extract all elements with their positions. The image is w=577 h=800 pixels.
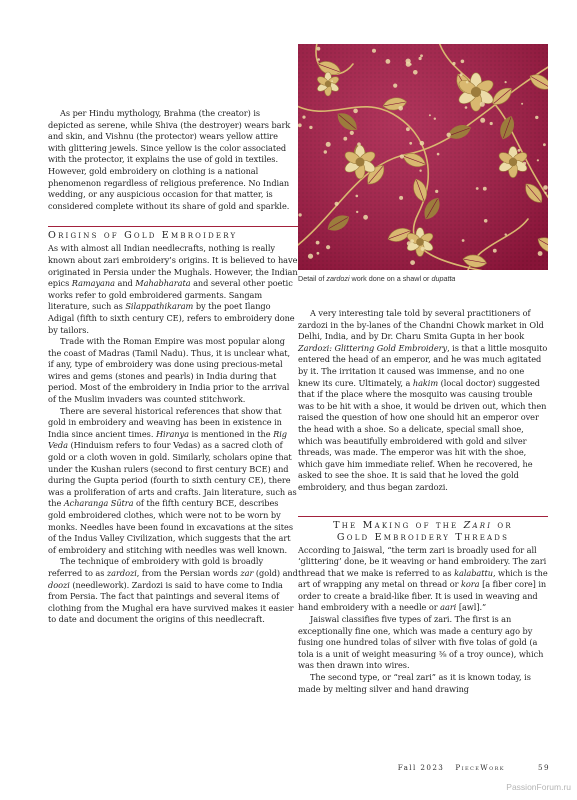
sequin-dot bbox=[523, 162, 526, 165]
sequin-dot bbox=[544, 192, 546, 194]
sequin-dot bbox=[434, 118, 436, 120]
sequin-dot bbox=[331, 80, 333, 82]
sequin-dot bbox=[447, 133, 451, 137]
sequin-dot bbox=[398, 106, 403, 111]
sequin-dot bbox=[335, 202, 339, 206]
sequin-dot bbox=[309, 126, 312, 129]
sequin-dot bbox=[324, 150, 327, 153]
sequin-dot bbox=[537, 159, 539, 161]
section-heading-making-line-1: The Making of the Zari or bbox=[333, 519, 513, 531]
watermark: PassionForum.ru bbox=[506, 782, 571, 792]
making-paragraph-2: Jaiswal classifies five types of zari. The first is an exceptionally fine one, which was made a century ago by fusing one hundred tolas of silver with five tolas of gold (a tola is a unit of weight measuring ⅜ of a troy ounce), which was then drawn into wires. bbox=[298, 614, 544, 671]
sequin-dot bbox=[480, 118, 485, 123]
sequin-dot bbox=[521, 103, 523, 105]
sequin-dot bbox=[452, 62, 455, 65]
sequin-dot bbox=[393, 84, 397, 88]
sequin-dot bbox=[326, 245, 330, 249]
photo-caption: Detail of zardozi work done on a shawl or dupatta bbox=[298, 274, 456, 283]
origins-paragraph-4: The technique of embroidery with gold is broadly referred to as zardozi, from the Persian words zar (gold) and doozi (needlework). Zardozi is said to have come to India from Persia. The fact that paintings and several items of clothing from the Mughal era have survived makes it easier to date and document the origins of this needlecraft. bbox=[48, 556, 298, 625]
sequin-dot bbox=[317, 47, 321, 51]
sequin-dot bbox=[298, 213, 301, 216]
section-heading-making bbox=[298, 516, 548, 544]
sequin-dot bbox=[476, 187, 479, 190]
tale-paragraph: A very interesting tale told by several practitioners of zardozi in the by-lanes of the Chandni Chowk market in Old Delhi, India, and by Dr. Charu Smita Gupta in her book Zardozi: Glittering Gold Embroidery, is that a little mosquito entered the head of an emperor, and he was much agitated by it. The irritation it caused was immense, and no one knew its cure. Ultimately, a hakim (local doctor) suggested that if the place where the mosquito was causing trouble was to be hit with a shoe, it would be driven out, which then raised the question of how one should hit an emperor over the head with a shoe. So a delicate, special small shoe, which was beautifully embroidered with gold and silver threads, was made. The emperor was hit with the shoe, which gave him immediate relief. When he recovered, he asked to see the shoe. It is said that he loved the gold embroidery, and thus began zardozi. bbox=[298, 308, 548, 492]
sequin-dot bbox=[419, 170, 421, 172]
sequin-dot bbox=[480, 102, 485, 107]
sequin-dot bbox=[317, 252, 320, 255]
sequin-dot bbox=[372, 49, 376, 53]
sequin-dot bbox=[483, 187, 487, 191]
page-number: 59 bbox=[538, 763, 550, 772]
sequin-dot bbox=[353, 109, 358, 114]
sequin-dot bbox=[543, 185, 548, 190]
sequin-dot bbox=[493, 249, 497, 253]
making-paragraph-3: The second type, or “real zari” as it is known today, is made by melting silver and hand drawing bbox=[298, 672, 531, 694]
sequin-dot bbox=[343, 137, 347, 141]
sequin-dot bbox=[465, 106, 468, 109]
origins-paragraph-3: There are several historical references that show that gold in embroidery and weaving has been in existence in India since ancient times. Hiranya is mentioned in the Rig Veda (Hinduism refers to four Vedas) as a sacred cloth of gold or a cloth woven in gold. Similarly, scholars opine that under the Kushan rulers (second to first century BCE) and during the Gupta period (fourth to sixth century CE), there was a proliferation of arts and crafts. Jain literature, such as the Acharanga Sūtra of the fifth century BCE, describes gold embroidered clothes, which were not to be worn by monks. Needles have been found in excavations at the sites of the Indus Valley Civilization, which suggests that the art of embroidery and stitching with needles was well known. bbox=[48, 405, 297, 555]
sequin-dot bbox=[357, 142, 361, 146]
right-column bbox=[298, 308, 548, 695]
sequin-dot bbox=[399, 196, 403, 200]
sequin-dot bbox=[326, 142, 331, 147]
origins-paragraph-1: As with almost all Indian needlecrafts, nothing is really known about zari embroidery’s origins. It is believed to have originated in Persia under the Mughals. However, the Indian epics Ramayana and Mahabharata and several other poetic works refer to gold embroidered garments. Sangam literature, such as Silappathikaram by the poet Ilango Adigal (fifth to sixth century CE), refers to embroidery done by tailors. bbox=[48, 243, 298, 335]
sequin-dot bbox=[419, 57, 422, 60]
sequin-dot bbox=[302, 116, 305, 119]
origins-paragraph-2: Trade with the Roman Empire was most popular along the coast of Madras (Tamil Nadu). Thus, it is unclear what, if any, type of embroidery was done using precious-metal wires and gems (stones and pearls) in India during that period. Most of the embroidery in India prior to the arrival of the Muslim invaders was counted stitchwork. bbox=[48, 336, 291, 405]
intro-paragraph: As per Hindu mythology, Brahma (the creator) is depicted as serene, while Shiva (the destroyer) wears bark and skin, and Vishnu (the protector) wears yellow attire with glittering jewels. Since yellow is the color associated with the protector, it explains the use of gold in textiles. However, gold embroidery on clothing is a national phenomenon regardless of religious preference. No Indian wedding, or any auspicious occasion for that matter, is considered complete without its share of gold and sparkle. bbox=[48, 108, 291, 211]
sequin-dot bbox=[461, 60, 465, 64]
sequin-dot bbox=[410, 260, 415, 265]
sequin-dot bbox=[420, 54, 423, 57]
sequin-dot bbox=[466, 81, 469, 84]
section-heading-origins: Origins of Gold Embroidery bbox=[48, 226, 298, 242]
left-column bbox=[48, 108, 298, 626]
sequin-dot bbox=[490, 122, 493, 125]
sequin-dot bbox=[505, 81, 507, 83]
sequin-dot bbox=[518, 149, 521, 152]
sequin-dot bbox=[356, 211, 358, 213]
sequin-dot bbox=[435, 190, 438, 193]
sequin-dot bbox=[535, 116, 538, 119]
sequin-dot bbox=[460, 73, 463, 76]
sequin-dot bbox=[413, 70, 418, 75]
page-footer bbox=[340, 763, 550, 772]
sequin-dot bbox=[429, 114, 431, 116]
sequin-dot bbox=[308, 254, 313, 259]
section-heading-making-line-2: Gold Embroidery Threads bbox=[336, 531, 510, 543]
footer-season: Fall 2023 bbox=[397, 763, 445, 772]
sequin-dot bbox=[421, 247, 425, 251]
zardozi-embroidery-illustration bbox=[298, 44, 548, 270]
sequin-dot bbox=[420, 141, 425, 146]
sequin-dot bbox=[316, 241, 320, 245]
sequin-dot bbox=[298, 123, 302, 127]
zardozi-photo bbox=[298, 44, 548, 270]
sequin-dot bbox=[363, 215, 368, 220]
sequin-dot bbox=[484, 219, 488, 223]
footer-magazine: PieceWork bbox=[455, 763, 505, 772]
sequin-dot bbox=[356, 195, 359, 198]
sequin-dot bbox=[350, 131, 354, 135]
sequin-dot bbox=[505, 233, 507, 235]
sequin-dot bbox=[407, 241, 411, 245]
sequin-dot bbox=[543, 143, 546, 146]
sequin-dot bbox=[538, 251, 543, 256]
sequin-dot bbox=[409, 142, 412, 145]
sequin-dot bbox=[386, 59, 391, 64]
making-paragraph-1: According to Jaiswal, “the term zari is broadly used for all ‘glittering’ done, be it weaving or hand embroidery. The zari thread that we make is referred to as kalabattu, which is the art of wrapping any metal on thread or kora [a fiber core] in order to create a braid-like fiber. It is used in weaving and hand embroidery with a needle or aari [awl].” bbox=[298, 544, 548, 613]
sequin-dot bbox=[406, 127, 410, 131]
sequin-dot bbox=[400, 154, 404, 158]
sequin-dot bbox=[462, 239, 465, 242]
sequin-dot bbox=[406, 59, 411, 64]
sequin-dot bbox=[317, 58, 320, 61]
sequin-dot bbox=[437, 153, 440, 156]
